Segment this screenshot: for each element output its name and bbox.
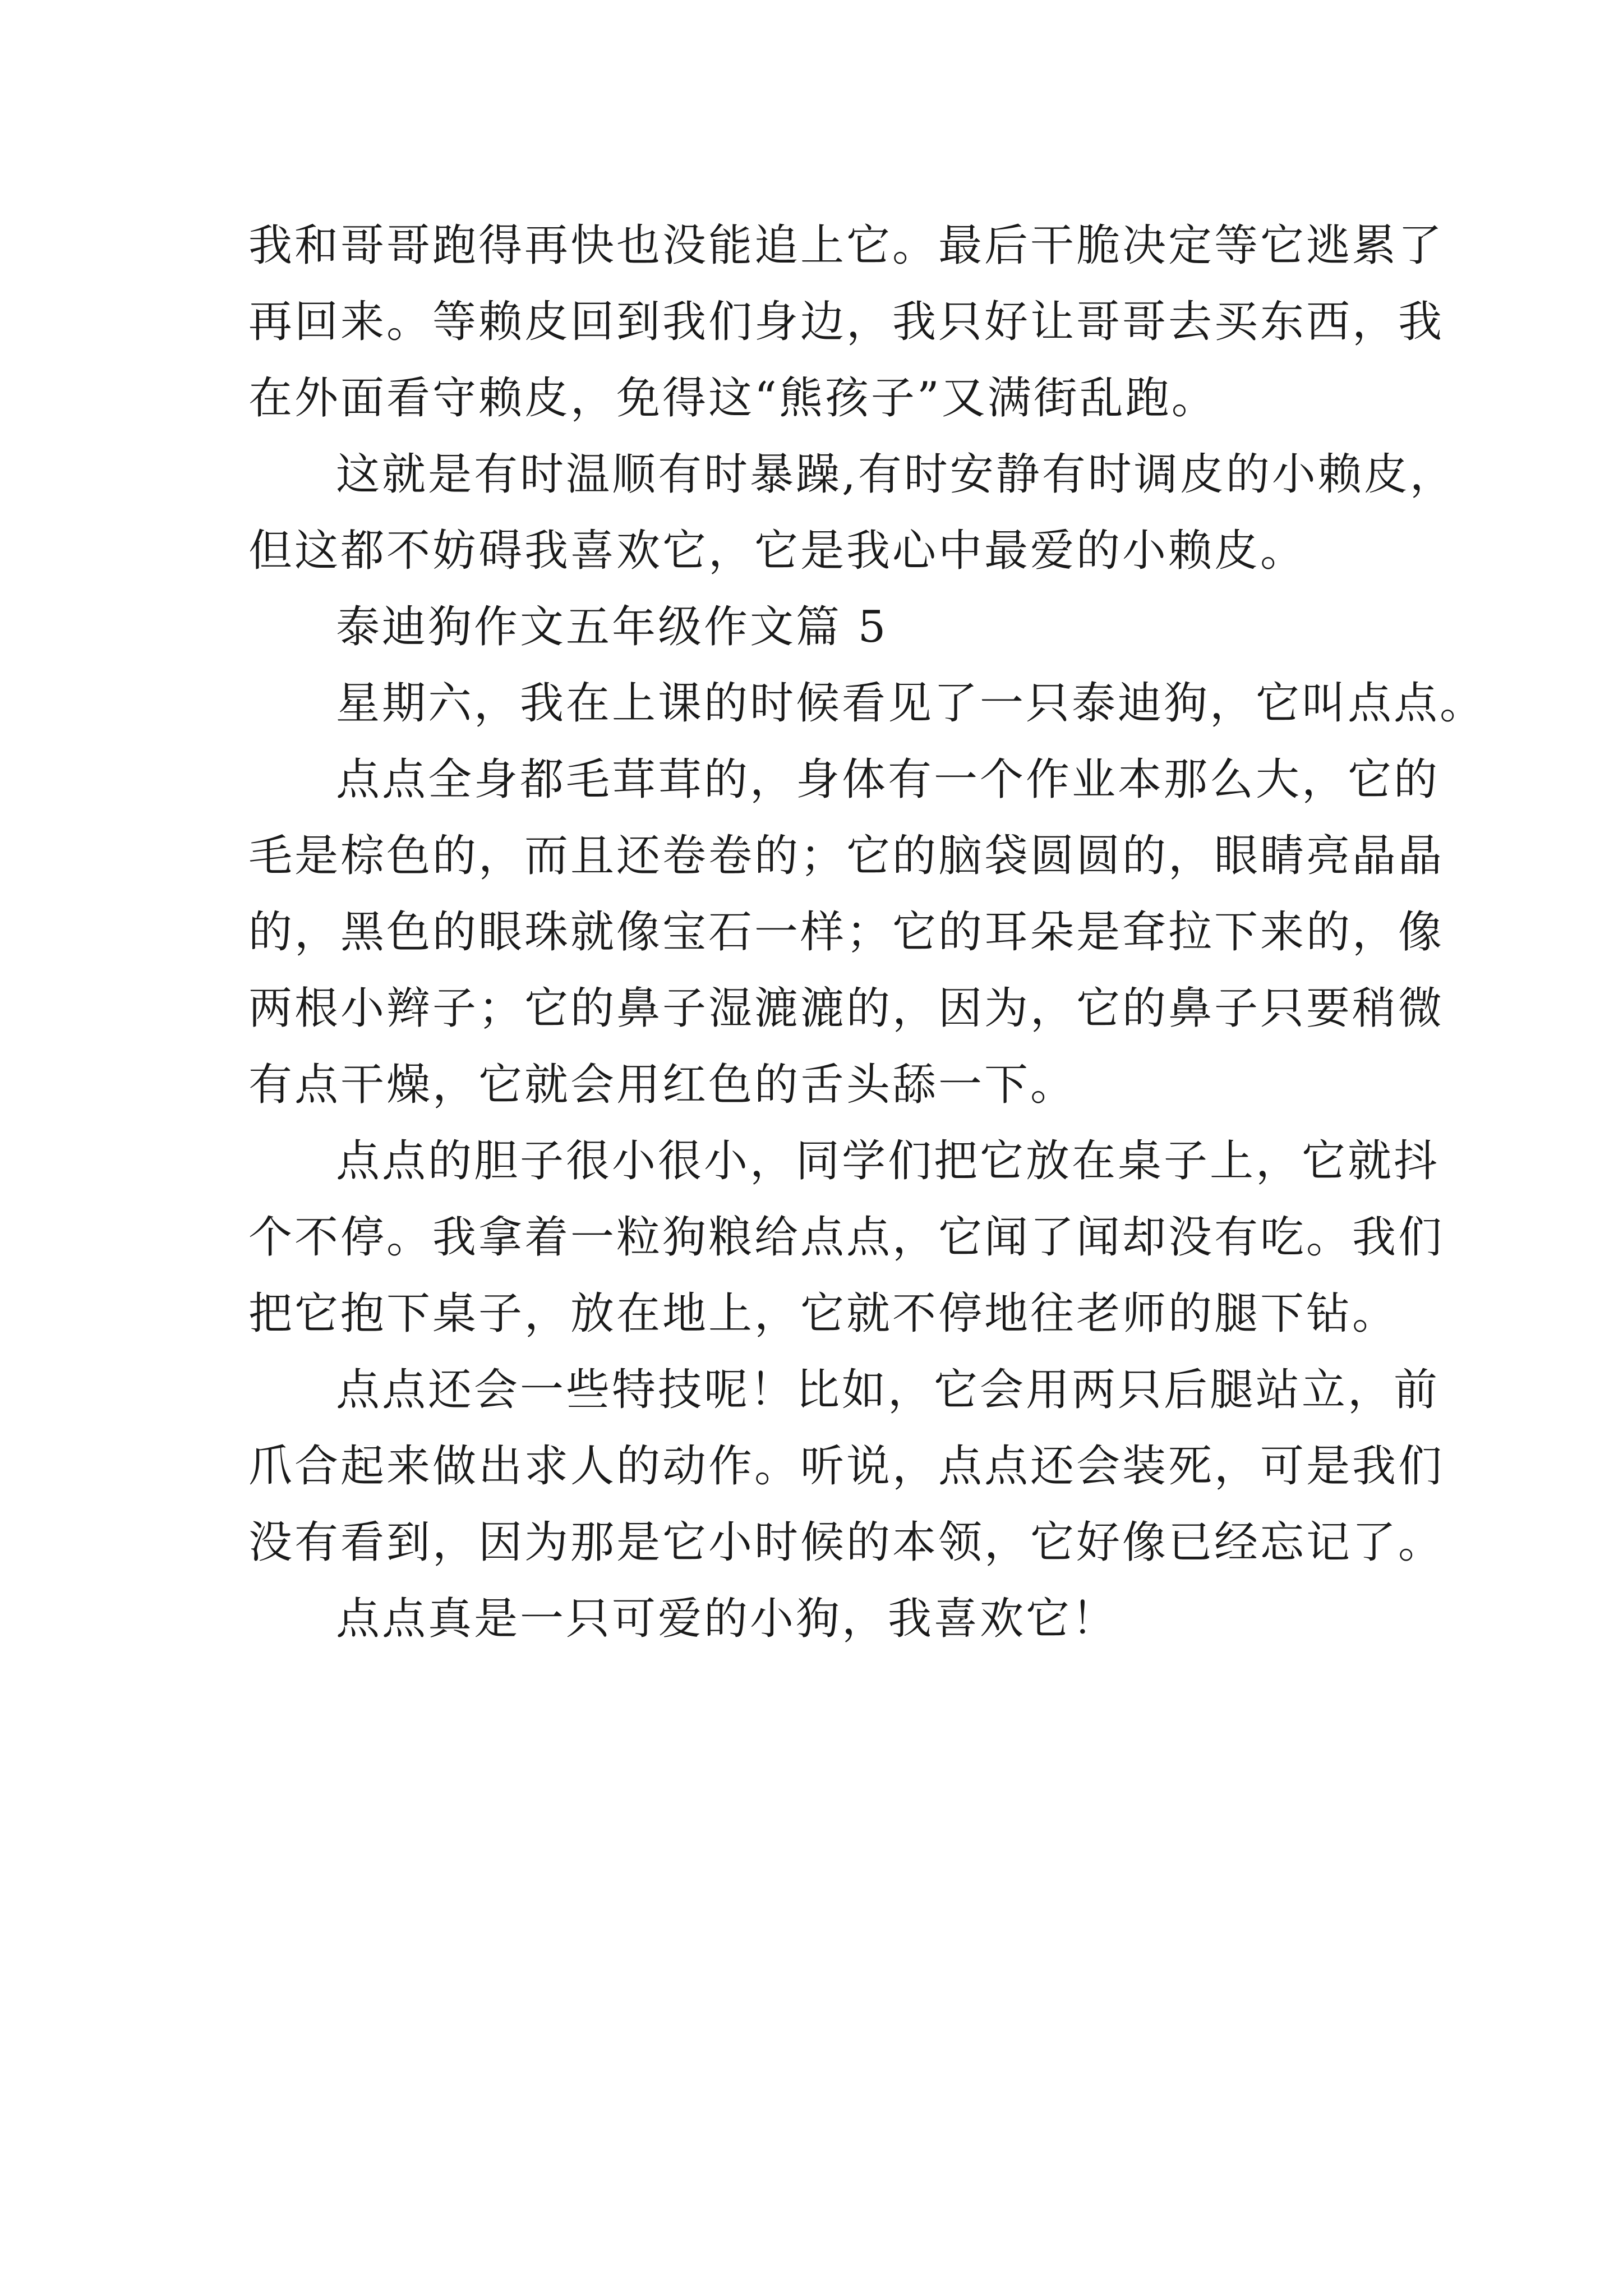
text-line: 两根小辫子；它的鼻子湿漉漉的，因为，它的鼻子只要稍微 bbox=[248, 983, 1445, 1034]
paragraph-first-line: 这就是有时温顺有时暴躁,有时安静有时调皮的小赖皮， bbox=[336, 449, 1456, 500]
paragraph-first-line: 星期六，我在上课的时候看见了一只泰迪狗，它叫点点。 bbox=[336, 678, 1486, 729]
paragraph-first-line: 点点还会一些特技呢！比如，它会用两只后腿站立，前 bbox=[336, 1365, 1440, 1415]
text-line: 爪合起来做出求人的动作。听说，点点还会装死，可是我们 bbox=[248, 1441, 1445, 1492]
section-title: 泰迪狗作文五年级作文篇 5 bbox=[336, 602, 888, 652]
text-line: 有点干燥，它就会用红色的舌头舔一下。 bbox=[248, 1060, 1077, 1110]
text-line: 把它抱下桌子，放在地上，它就不停地往老师的腿下钻。 bbox=[248, 1289, 1399, 1339]
essay-body bbox=[248, 208, 1486, 1657]
text-line: 但这都不妨碍我喜欢它，它是我心中最爱的小赖皮。 bbox=[248, 526, 1307, 576]
text-line: 的，黑色的眼珠就像宝石一样；它的耳朵是耷拉下来的，像 bbox=[248, 907, 1445, 958]
text-line: 毛是棕色的，而且还卷卷的；它的脑袋圆圆的，眼睛亮晶晶 bbox=[248, 831, 1445, 881]
text-line: 个不停。我拿着一粒狗粮给点点，它闻了闻却没有吃。我们 bbox=[248, 1212, 1445, 1263]
text-line: 再回来。等赖皮回到我们身边，我只好让哥哥去买东西，我 bbox=[248, 297, 1445, 347]
paragraph-first-line: 点点真是一只可爱的小狗，我喜欢它！ bbox=[336, 1594, 1118, 1644]
text-line: 没有看到，因为那是它小时候的本领，它好像已经忘记了。 bbox=[248, 1517, 1445, 1568]
paragraph-first-line: 点点全身都毛茸茸的，身体有一个作业本那么大，它的 bbox=[336, 754, 1440, 805]
text-line: 在外面看守赖皮，免得这“熊孩子”又满街乱跑。 bbox=[248, 373, 1218, 424]
paragraph-first-line: 点点的胆子很小很小，同学们把它放在桌子上，它就抖 bbox=[336, 1136, 1440, 1186]
text-line: 我和哥哥跑得再快也没能追上它。最后干脆决定等它逃累了 bbox=[248, 220, 1445, 271]
